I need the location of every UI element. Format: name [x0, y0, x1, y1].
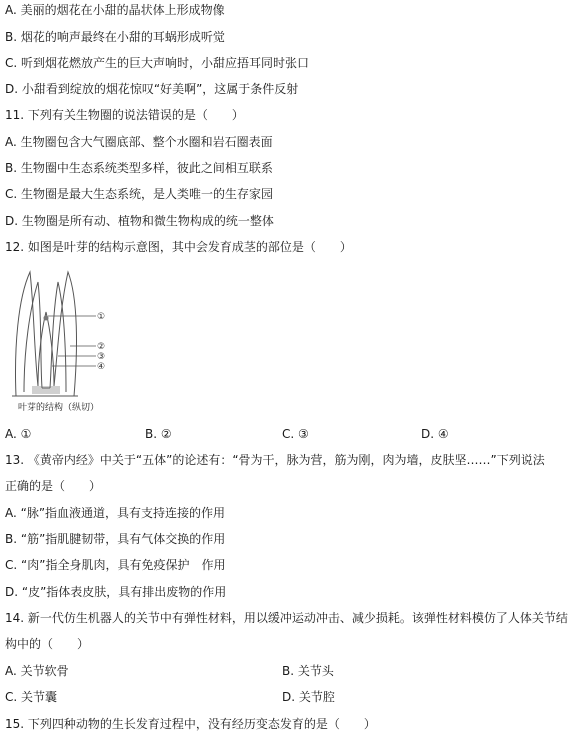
q13-option-a: A. “脉”指血液通道，具有支持连接的作用: [5, 506, 226, 520]
q13-stem-line1: 13. 《黄帝内经》中关于“五体”的论述有：“骨为干，脉为营，筋为刚，肉为墙，皮肤坚……”下列说法: [5, 453, 545, 467]
q14-stem-line2: 构中的（ ）: [5, 637, 90, 651]
q10-option-a: A. 美丽的烟花在小甜的晶状体上形成物像: [5, 3, 225, 17]
q14-options-row2: [5, 689, 565, 705]
diagram-label-4: ④: [97, 362, 106, 372]
q14-option-a: A. 关节软骨: [5, 664, 69, 678]
q12-stem: 12. 如图是叶芽的结构示意图，其中会发育成茎的部位是（ ）: [5, 240, 352, 254]
q14-options-row1: [5, 663, 565, 679]
q11-option-b: B. 生物圈中生态系统类型多样，彼此之间相互联系: [5, 161, 273, 175]
q12-option-a: A. ①: [5, 427, 32, 441]
q15-stem: 15. 下列四种动物的生长发育过程中，没有经历变态发育的是（ ）: [5, 717, 376, 731]
leaf-bud-illustration: [8, 268, 148, 398]
q14-option-b: B. 关节头: [282, 664, 334, 678]
q13-option-c: C. “肉”指全身肌肉，具有免疫保护 作用: [5, 558, 226, 572]
q11-stem: 11. 下列有关生物圈的说法错误的是（ ）: [5, 108, 244, 122]
q10-option-c: C. 听到烟花燃放产生的巨大声响时，小甜应捂耳同时张口: [5, 56, 310, 70]
q12-option-b: B. ②: [145, 427, 172, 441]
q13-option-d: D. “皮”指体表皮肤，具有排出废物的作用: [5, 585, 227, 599]
diagram-label-2: ②: [97, 342, 106, 352]
q14-stem-line1: 14. 新一代仿生机器人的关节中有弹性材料，用以缓冲运动冲击、减少损耗。该弹性材料模仿了人体关节结: [5, 611, 568, 625]
leaf-bud-diagram: [8, 268, 148, 416]
q11-option-c: C. 生物圈是最大生态系统，是人类唯一的生存家园: [5, 187, 274, 201]
q12-option-c: C. ③: [282, 427, 309, 441]
q14-option-d: D. 关节腔: [282, 690, 335, 704]
diagram-label-1: ①: [97, 312, 106, 322]
q11-option-d: D. 生物圈是所有动、植物和微生物构成的统一整体: [5, 214, 274, 228]
diagram-caption: 叶芽的结构（纵切）: [18, 403, 100, 413]
q10-option-b: B. 烟花的响声最终在小甜的耳蜗形成听觉: [5, 30, 225, 44]
q13-option-b: B. “筋”指肌腱韧带，具有气体交换的作用: [5, 532, 226, 546]
q14-option-c: C. 关节囊: [5, 690, 58, 704]
q10-option-d: D. 小甜看到绽放的烟花惊叹“好美啊”，这属于条件反射: [5, 82, 299, 96]
q13-stem-line2: 正确的是（ ）: [5, 479, 102, 493]
q12-options: [5, 426, 565, 442]
q12-option-d: D. ④: [421, 427, 449, 441]
q11-option-a: A. 生物圈包含大气圈底部、整个水圈和岩石圈表面: [5, 135, 273, 149]
diagram-label-3: ③: [97, 352, 106, 362]
